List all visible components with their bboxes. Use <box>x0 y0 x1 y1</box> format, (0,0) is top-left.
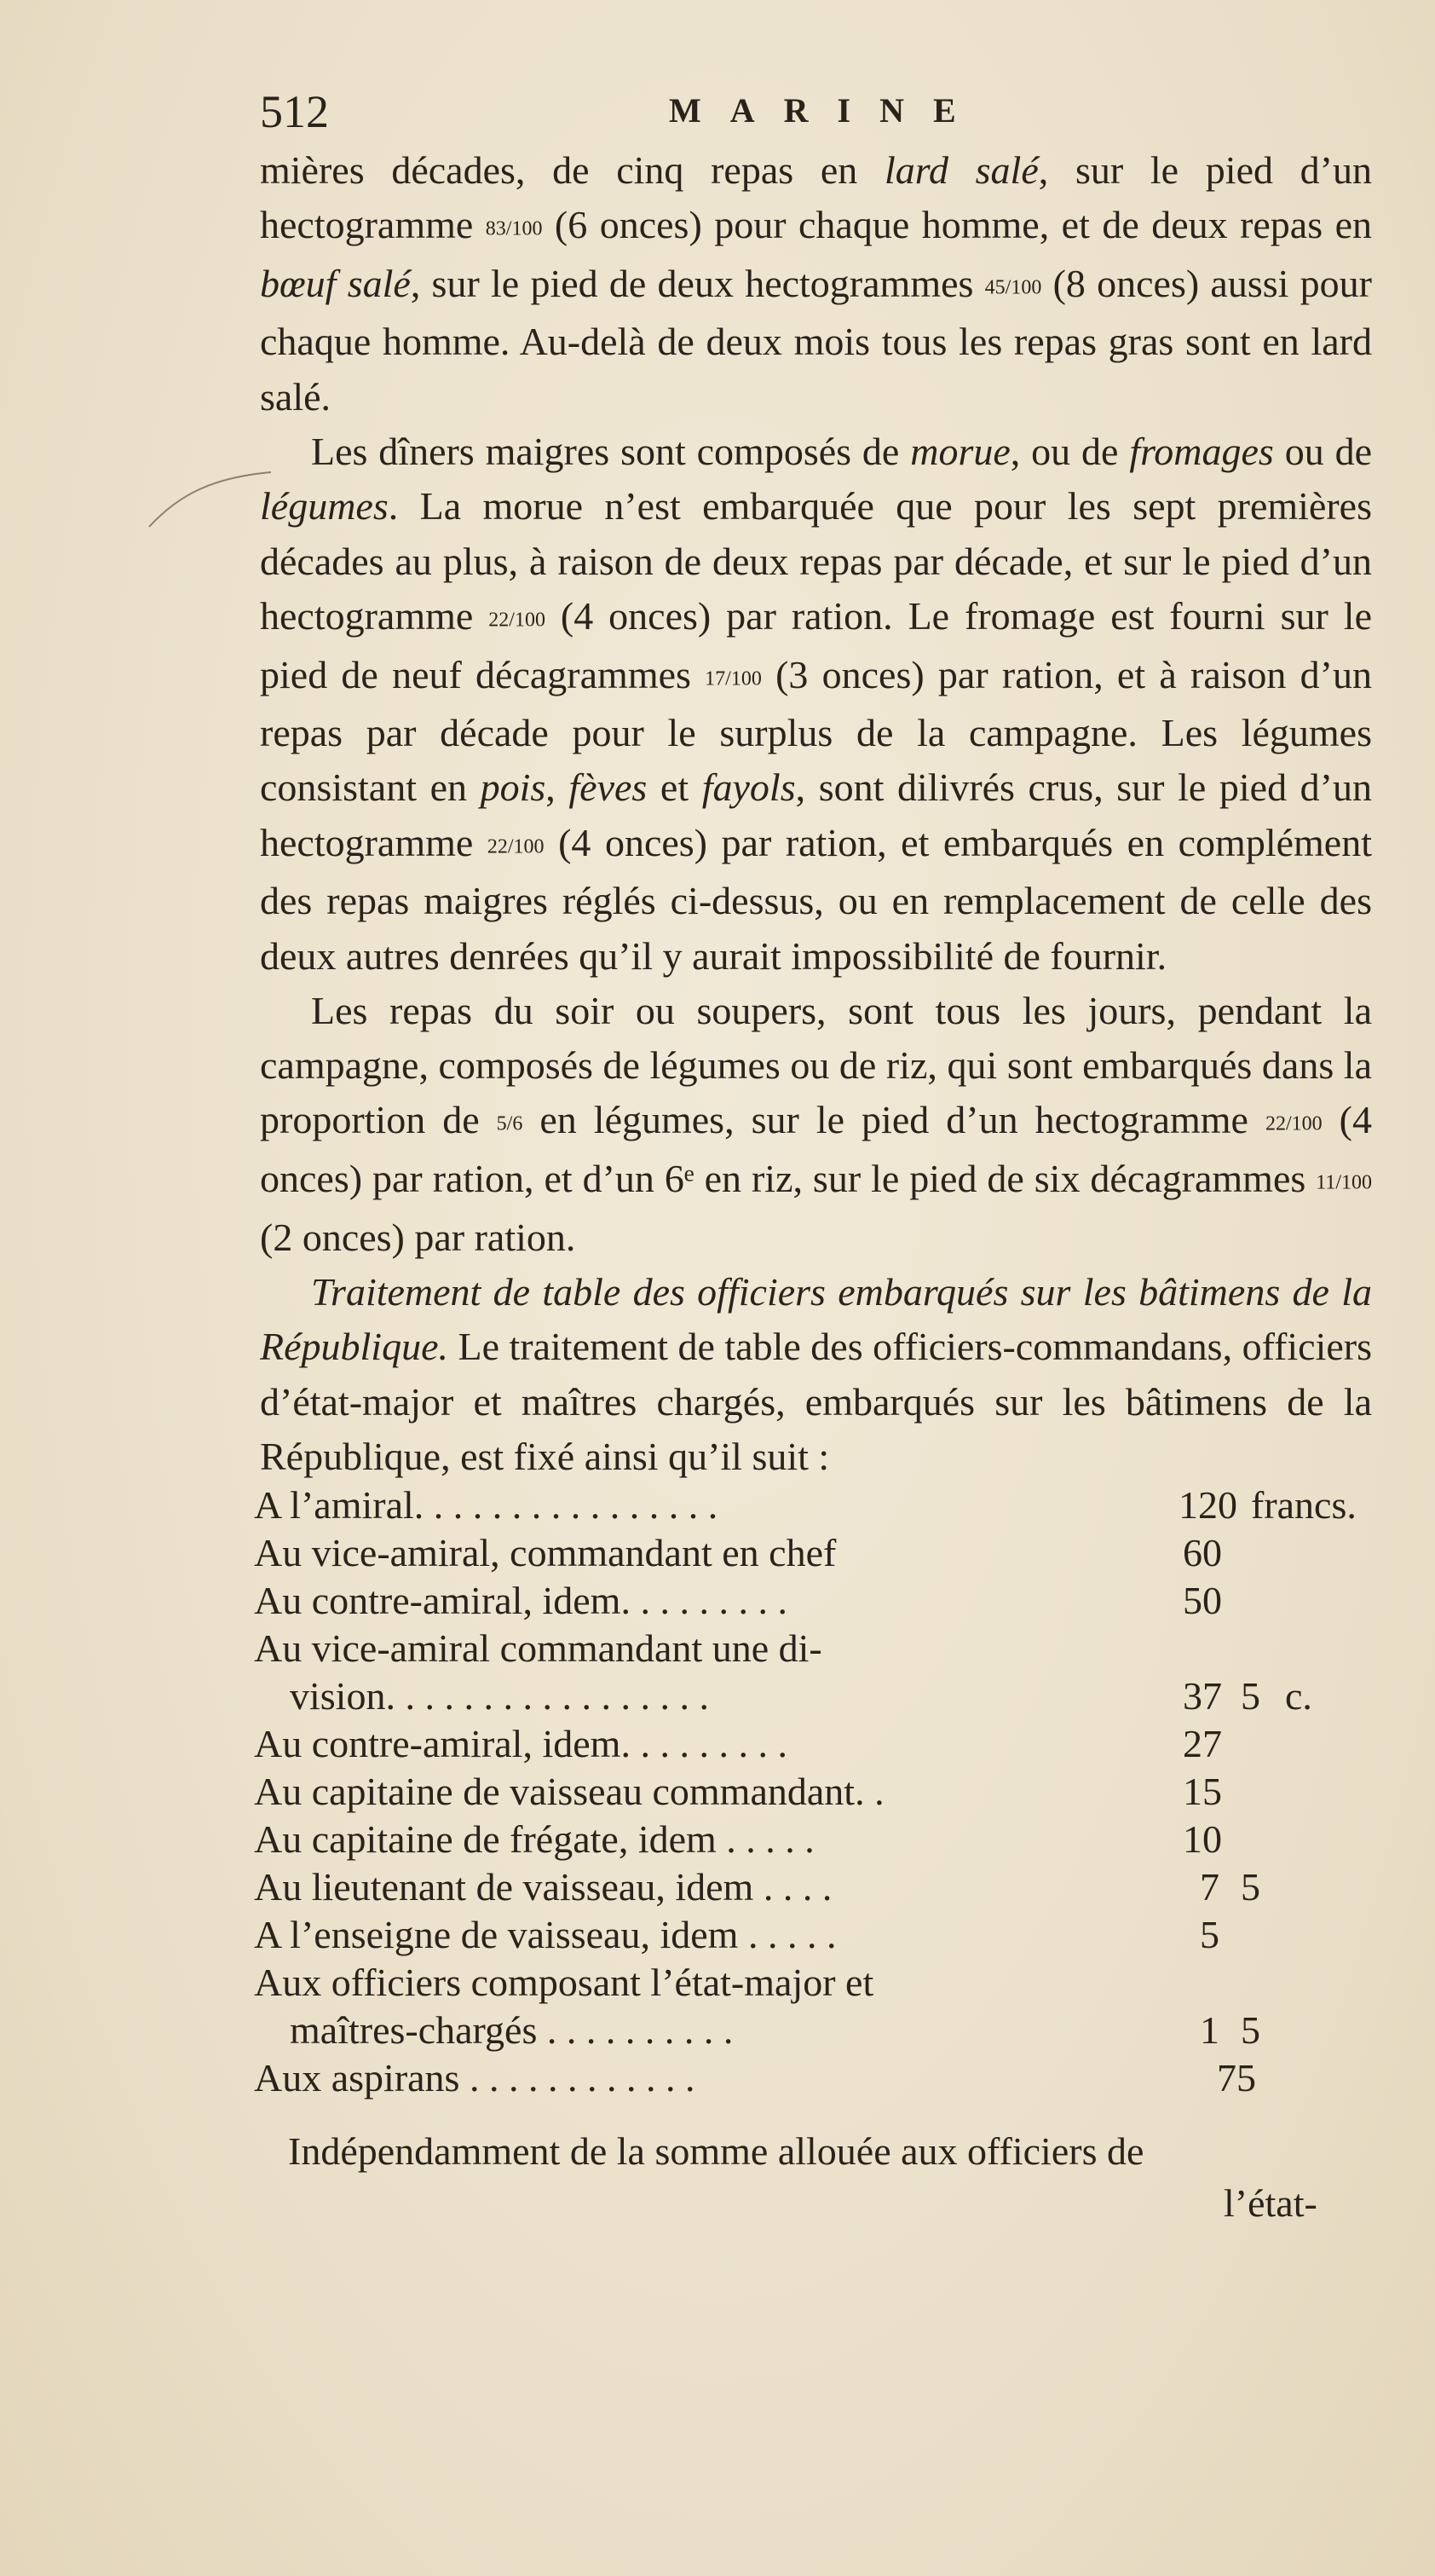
fraction: 5/6 <box>496 1112 523 1135</box>
francs-value: 5 <box>1200 1913 1219 1956</box>
italic-text: légumes <box>260 484 389 528</box>
francs-value: 50 <box>1183 1579 1222 1622</box>
paragraph <box>260 984 1372 1265</box>
pay-table-row <box>254 1625 1379 1672</box>
italic-text: Traitement de table des officiers embarqués sur les bâtimens de la République. <box>260 1269 1372 1369</box>
text-run: Les repas du soir ou soupers, sont tous les jours, pendant la campagne, composés de légumes ou de riz, qui sont embarqués dans la proportion de <box>260 988 1372 1142</box>
pay-table-row <box>254 2007 1379 2054</box>
pay-table-row <box>254 1863 1379 1911</box>
unit-label: francs. <box>1251 1483 1357 1527</box>
text-run: , sont dilivrés crus, sur le pied d’un hectogramme <box>260 765 1373 864</box>
francs-value: 7 <box>1200 1865 1219 1909</box>
pay-table-row <box>254 1672 1379 1720</box>
paragraph <box>260 1265 1372 1484</box>
francs-value: 120 <box>1179 1483 1237 1527</box>
text-run: (3 onces) par ration, et à raison d’un repas par décade pour le surplus de la campagne. Les légumes consistant en <box>260 652 1372 810</box>
fraction: 17/100 <box>705 667 762 690</box>
text-run: mières décades, de cinq repas en <box>260 148 885 192</box>
rank-label: Au vice-amiral, commandant en chef <box>254 1531 837 1574</box>
text-run: (4 onces) par ration, et embarqués en complément des repas maigres réglés ci-dessus, ou en remplacement de celle des deux autres denrées qu’il y aurait impossibilité de fournir. <box>260 820 1373 978</box>
rank-label: maîtres-chargés . . . . . . . . . . <box>290 2008 734 2052</box>
centimes-value: 5 <box>1241 1865 1260 1909</box>
text-run: en légumes, sur le pied d’un hectogramme <box>522 1098 1265 1142</box>
paragraph <box>260 425 1372 984</box>
italic-text: bœuf salé <box>260 261 411 305</box>
rank-label: Au lieutenant de vaisseau, idem . . . . <box>254 1865 833 1909</box>
rank-label: A l’amiral. . . . . . . . . . . . . . . . <box>254 1483 718 1527</box>
pay-table-row <box>254 1911 1379 1959</box>
text-run: . La morue n’est embarquée que pour les sept premières décades au plus, à raison de deux repas par décade, et sur le pied d’un hectogramme <box>260 484 1372 638</box>
pay-table-row <box>254 1481 1379 1529</box>
italic-text: morue <box>910 430 1011 474</box>
text-run: Le traitement de table des officiers-commandans, officiers d’état-major et maîtres chargés, embarqués sur les bâtimens de la République, est fixé ainsi qu’il suit : <box>260 1325 1372 1478</box>
text-run: ou de <box>1273 430 1372 474</box>
francs-value: 10 <box>1183 1817 1222 1861</box>
francs-value: 27 <box>1183 1722 1222 1765</box>
centimes-value: 5 <box>1241 1674 1260 1718</box>
fraction: 83/100 <box>485 217 543 240</box>
closing-line: Indépendamment de la somme allouée aux officiers de <box>288 2129 1144 2173</box>
pay-table-row <box>254 1529 1379 1577</box>
text-run: (6 onces) pour chaque homme, et de deux repas en <box>542 203 1373 247</box>
text-run: (8 onces) aussi pour chaque homme. Au-delà de deux mois tous les repas gras sont en lard salé. <box>260 261 1372 419</box>
fraction: 11/100 <box>1316 1171 1372 1194</box>
text-run: , sur le pied d’un hectogramme <box>260 148 1372 247</box>
text-run: , sur le pied de deux hectogrammes <box>410 261 985 305</box>
pay-table-row <box>254 2054 1379 2102</box>
rank-label: Aux aspirans . . . . . . . . . . . . <box>254 2056 695 2099</box>
fraction: 45/100 <box>984 276 1042 299</box>
text-run: et <box>647 765 702 810</box>
fraction: 22/100 <box>487 835 545 858</box>
text-run: (4 onces) par ration, et d’un 6ᵉ en riz, sur le pied de six décagrammes <box>260 1098 1372 1201</box>
fraction: 22/100 <box>488 609 545 632</box>
pay-table-row <box>254 1959 1379 2007</box>
fraction: 22/100 <box>1265 1112 1323 1135</box>
rank-label: Aux officiers composant l’état-major et <box>254 1961 874 2004</box>
pay-table <box>254 1481 1379 2102</box>
pay-table-row <box>254 1720 1379 1768</box>
text-run: , <box>545 765 569 810</box>
page-number: 512 <box>260 86 329 137</box>
pay-table-row <box>254 1768 1379 1816</box>
pay-table-row <box>254 1577 1379 1625</box>
unit-label: c. <box>1285 1674 1312 1718</box>
paragraph <box>260 143 1372 425</box>
running-head: MARINE <box>669 91 985 130</box>
text-run: Les dîners maigres sont composés de <box>311 430 911 474</box>
rank-label: Au capitaine de frégate, idem . . . . . <box>254 1817 815 1861</box>
rank-label: Au capitaine de vaisseau commandant. . <box>254 1770 885 1813</box>
centimes-value: 75 <box>1217 2056 1256 2099</box>
italic-text: fayols <box>701 765 796 810</box>
text-run: (4 onces) par ration. Le fromage est fourni sur le pied de neuf décagrammes <box>260 593 1373 696</box>
rank-label: Au contre-amiral, idem. . . . . . . . . <box>254 1722 787 1765</box>
text-run: , ou de <box>1010 430 1130 474</box>
rank-label: A l’enseigne de vaisseau, idem . . . . . <box>254 1913 837 1956</box>
rank-label: vision. . . . . . . . . . . . . . . . . <box>290 1674 709 1718</box>
francs-value: 37 <box>1183 1674 1222 1718</box>
centimes-value: 5 <box>1241 2008 1260 2052</box>
francs-value: 15 <box>1183 1770 1222 1813</box>
italic-text: pois <box>480 765 546 810</box>
francs-value: 1 <box>1200 2008 1219 2052</box>
body-text <box>260 143 1372 1484</box>
catchword: l’état- <box>1224 2181 1317 2225</box>
text-run: (2 onces) par ration. <box>260 1215 576 1259</box>
italic-text: fèves <box>568 765 648 810</box>
rank-label: Au vice-amiral commandant une di- <box>254 1626 822 1670</box>
rank-label: Au contre-amiral, idem. . . . . . . . . <box>254 1579 787 1622</box>
pay-table-row <box>254 1816 1379 1863</box>
francs-value: 60 <box>1183 1531 1222 1574</box>
page-header <box>260 85 1376 145</box>
italic-text: lard salé <box>884 148 1039 192</box>
italic-text: fromages <box>1129 430 1274 474</box>
pencil-margin-mark <box>145 460 273 528</box>
